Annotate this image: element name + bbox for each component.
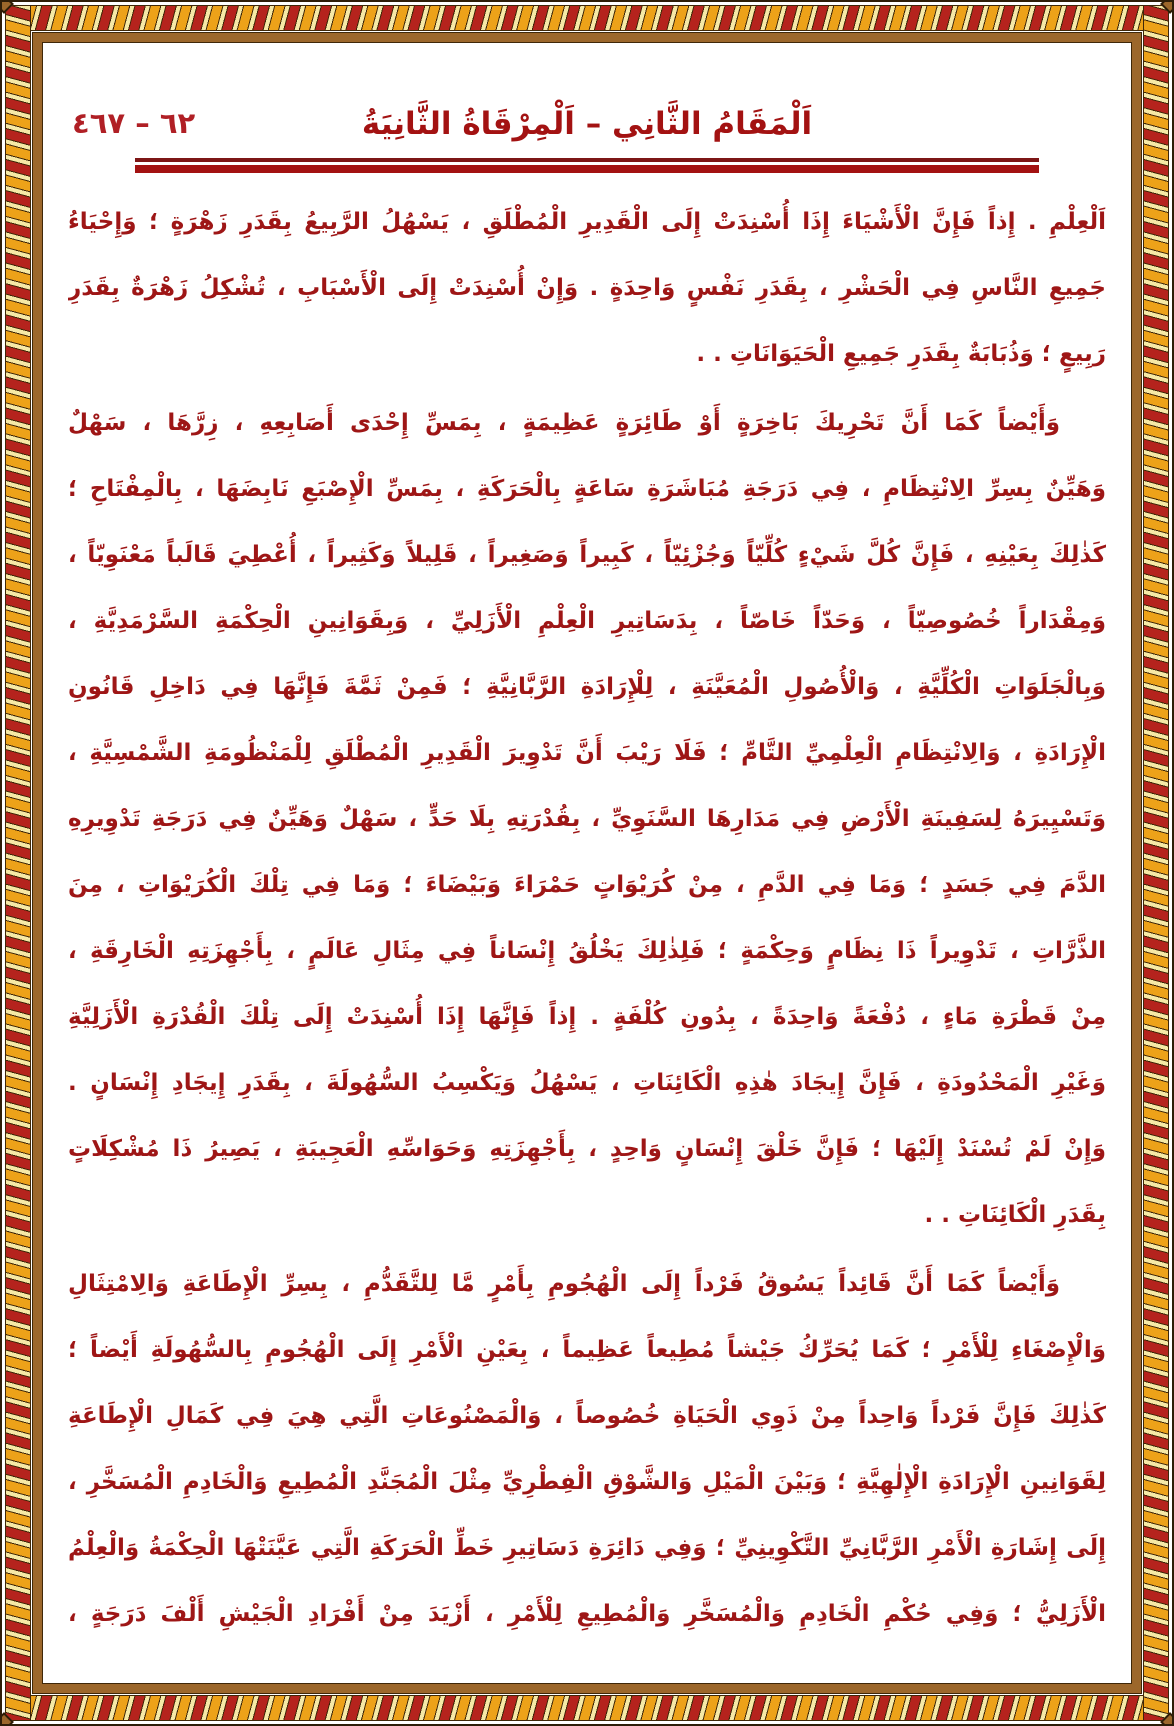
text-line: إِلَى إِشَارَةِ الْأَمْرِ الرَّبَّانِيِّ التَّكْوِينِيِّ ؛ وَفِي دَائِرَةِ دَسَاتِيرِ خَطِّ الْحَرَكَةِ الَّتِي عَيَّنَتْهَا الْحِكْمَةُ وَالْعِلْمُ bbox=[68, 1535, 1106, 1561]
paragraph bbox=[68, 1251, 1106, 1647]
text-line: وَبِالْجَلَوَاتِ الْكُلِّيَّةِ ، وَالْأُصُولِ الْمُعَيَّنَةِ ، لِلْإِرَادَةِ الرَّبَّانِيَّةِ ؛ فَمِنْ ثَمَّةَ فَإِنَّهَا فِي دَاخِلِ قَانُونِ bbox=[68, 674, 1106, 700]
frame-ornament-band-bottom bbox=[5, 1695, 1169, 1721]
text-line: الْأَزَلِيُّ ؛ وَفِي حُكْمِ الْخَادِمِ وَالْمُسَخَّرِ وَالْمُطِيعِ لِلْأَمْرِ ، أَزْيَدَ مِنْ أَفْرَادِ الْجَيْشِ أَلْفَ دَرَجَةٍ ، bbox=[68, 1601, 1106, 1627]
text-line: الدَّمَ فِي جَسَدٍ ؛ وَمَا فِي الدَّمِ ، مِنْ كُرَيْوَاتٍ حَمْرَاءَ وَبَيْضَاءَ ؛ وَمَا فِي تِلْكَ الْكُرَيْوَاتِ ، مِنَ bbox=[68, 872, 1106, 898]
body-text bbox=[68, 189, 1106, 1647]
text-line: اَلْعِلْمِ . إِذاً فَإِنَّ الْأَشْيَاءَ إِذَا أُسْنِدَتْ إِلَى الْقَدِيرِ الْمُطْلَقِ ، يَسْهُلُ الرَّبِيعُ بِقَدَرِ زَهْرَةٍ ؛ وَإِحْيَاءُ bbox=[68, 209, 1106, 235]
text-line: رَبِيعٍ ؛ وَذُبَابَةٌ بِقَدَرِ جَمِيعِ الْحَيَوَانَاتِ . . bbox=[696, 341, 1106, 367]
text-line: الذَّرَّاتِ ، تَدْوِيراً ذَا نِظَامٍ وَحِكْمَةٍ ؛ فَلِذٰلِكَ يَخْلُقُ إِنْسَاناً فِي مِثَالِ عَالَمٍ ، بِأَجْهِزَتِهِ الْخَارِقَةِ ، bbox=[68, 938, 1106, 964]
text-line: وَالْإِصْغَاءِ لِلْأَمْرِ ؛ كَمَا يُحَرِّكُ جَيْشاً مُطِيعاً عَظِيماً ، بِعَيْنِ الْأَمْرِ إِلَى الْهُجُومِ بِالسُّهُولَةِ أَيْضاً ؛ bbox=[68, 1337, 1106, 1363]
text-line: وَمِقْدَاراً خُصُوصِيّاً ، وَحَدّاً خَاصّاً ، بِدَسَاتِيرِ الْعِلْمِ الْأَزَلِيِّ ، وَبِقَوَانِينِ الْحِكْمَةِ السَّرْمَدِيَّةِ ، bbox=[68, 608, 1106, 634]
page-header bbox=[68, 56, 1106, 144]
page-content bbox=[42, 42, 1132, 1684]
text-line: وَهَيِّنٌ بِسِرِّ الِانْتِظَامِ ، فِي دَرَجَةِ مُبَاشَرَةِ سَاعَةٍ بِالْحَرَكَةِ ، بِمَسِّ الْإِصْبَعِ نَابِضَهَا ، بِالْمِفْتَاحِ ؛ bbox=[68, 476, 1106, 502]
text-line: الْإِرَادَةِ ، وَالِانْتِظَامِ الْعِلْمِيِّ التَّامِّ ؛ فَلَا رَيْبَ أَنَّ تَدْوِيرَ الْقَدِيرِ الْمُطْلَقِ لِلْمَنْظُومَةِ الشَّمْسِيَّةِ ، bbox=[68, 740, 1106, 766]
text-line: مِنْ قَطْرَةِ مَاءٍ ، دُفْعَةً وَاحِدَةً ، بِدُونِ كُلْفَةٍ . إِذاً فَإِنَّهَا إِذَا أُسْنِدَتْ إِلَى تِلْكَ الْقُدْرَةِ الْأَزَلِيَّةِ bbox=[68, 1004, 1106, 1030]
text-line: لِقَوَانِينِ الْإِرَادَةِ الْإِلٰهِيَّةِ ؛ وَبَيْنَ الْمَيْلِ وَالشَّوْقِ الْفِطْرِيِّ مِثْلَ الْمُجَنَّدِ الْمُطِيعِ وَالْخَادِمِ الْمُسَخَّرِ ، bbox=[68, 1469, 1106, 1495]
header-double-rule bbox=[135, 158, 1038, 173]
text-line: وَأَيْضاً كَمَا أَنَّ قَائِداً يَسُوقُ فَرْداً إِلَى الْهُجُومِ بِأَمْرٍ مَّا لِلتَّقَدُّمِ ، بِسِرِّ الْإِطَاعَةِ وَالِامْتِثَالِ bbox=[68, 1271, 1060, 1297]
text-line: بِقَدَرِ الْكَائِنَاتِ . . bbox=[924, 1202, 1106, 1228]
paragraph bbox=[68, 390, 1106, 1248]
text-line: كَذٰلِكَ فَإِنَّ فَرْداً وَاحِداً مِنْ ذَوِي الْحَيَاةِ خُصُوصاً ، وَالْمَصْنُوعَاتِ الَّتِي هِيَ فِي كَمَالِ الْإِطَاعَةِ bbox=[68, 1403, 1106, 1429]
page-number: ٦٢ – ٤٦٧ bbox=[72, 106, 196, 140]
text-line: جَمِيعِ النَّاسِ فِي الْحَشْرِ ، بِقَدَرِ نَفْسٍ وَاحِدَةٍ . وَإِنْ أُسْنِدَتْ إِلَى الْأَسْبَابِ ، تُشْكِلُ زَهْرَةٌ بِقَدَرِ bbox=[68, 275, 1106, 301]
frame-ornament-band-top bbox=[5, 5, 1169, 31]
text-line: وَغَيْرِ الْمَحْدُودَةِ ، فَإِنَّ إِيجَادَ هٰذِهِ الْكَائِنَاتِ ، يَسْهُلُ وَيَكْسِبُ السُّهُولَةَ ، بِقَدَرِ إِيجَادِ إِنْسَانٍ . bbox=[68, 1070, 1106, 1096]
text-line: وَإِنْ لَمْ تُسْنَدْ إِلَيْهَا ؛ فَإِنَّ خَلْقَ إِنْسَانٍ وَاحِدٍ ، بِأَجْهِزَتِهِ وَحَوَاسِّهِ الْعَجِيبَةِ ، يَصِيرُ ذَا مُشْكِلَاتٍ bbox=[68, 1136, 1106, 1162]
frame-ornament-band-right bbox=[1143, 5, 1169, 1721]
text-line: كَذٰلِكَ بِعَيْنِهِ ، فَإِنَّ كُلَّ شَيْءٍ كُلِّيّاً وَجُزْئِيّاً ، كَبِيراً وَصَغِيراً ، قَلِيلاً وَكَثِيراً ، أُعْطِيَ قَالَباً مَعْنَوِيّاً ، bbox=[68, 542, 1106, 568]
paragraph bbox=[68, 189, 1106, 387]
text-line: وَأَيْضاً كَمَا أَنَّ تَحْرِيكَ بَاخِرَةٍ أَوْ طَائِرَةٍ عَظِيمَةٍ ، بِمَسِّ إِحْدَى أَصَابِعِهِ ، زِرَّهَا ، سَهْلٌ bbox=[68, 410, 1060, 436]
text-line: وَتَسْيِيرَهُ لِسَفِينَةِ الْأَرْضِ فِي مَدَارِهَا السَّنَوِيِّ ، بِقُدْرَتِهِ بِلَا حَدٍّ ، سَهْلٌ وَهَيِّنٌ فِي دَرَجَةِ تَدْوِيرِهِ bbox=[68, 806, 1106, 832]
page-title: اَلْمَقَامُ الثَّانِي – اَلْمِرْقَاةُ الثَّانِيَةُ bbox=[361, 105, 813, 142]
frame-ornament-band-left bbox=[5, 5, 31, 1721]
